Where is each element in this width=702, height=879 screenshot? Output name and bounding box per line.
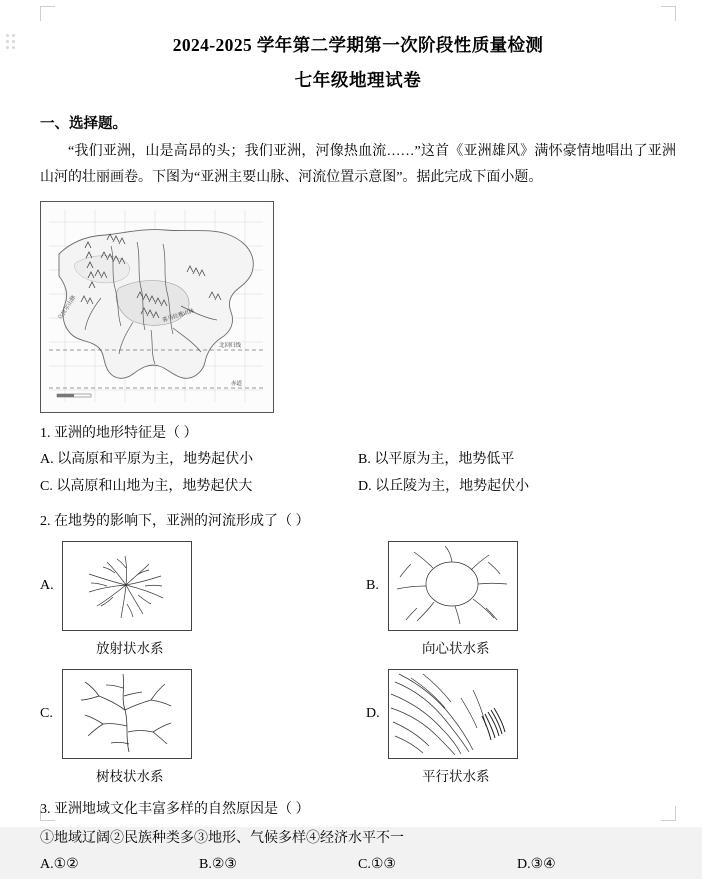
crop-mark-top-right: [661, 6, 676, 21]
question-2-number: 2.: [40, 513, 51, 529]
question-2-caption-row-1: [40, 637, 676, 657]
page-subtitle: 七年级地理试卷: [294, 70, 422, 90]
question-3-stem: 亚洲地域文化丰富多样的自然原因是（ ）: [54, 802, 310, 818]
drag-handle-icon[interactable]: [6, 34, 16, 56]
question-2-choice-row-2: [40, 669, 676, 759]
question-2-choice-a-caption: 放射状水系: [96, 641, 164, 657]
question-2-choice-a[interactable]: [40, 541, 326, 631]
question-3-option-a[interactable]: A.①②: [40, 857, 79, 873]
question-2-choice-c-caption: 树枝状水系: [96, 769, 164, 785]
question-1-options-row-1: [40, 447, 676, 474]
svg-text:北回归线: 北回归线: [219, 342, 242, 349]
question-1-options-row-2: [40, 474, 676, 501]
question-3-note: ①地域辽阔②民族种类多③地形、气候多样④经济水平不一: [40, 830, 404, 846]
parallel-drainage-figure: [388, 669, 518, 759]
asia-mountains-rivers-map: [40, 201, 274, 413]
page-title: 2024-2025 学年第二学期第一次阶段性质量检测: [172, 35, 544, 55]
question-1-option-c[interactable]: C. 以高原和山地为主，地势起伏大: [40, 478, 253, 494]
question-2-choice-row-1: [40, 541, 676, 631]
question-3-option-d[interactable]: D.③④: [517, 857, 556, 873]
question-3-number: 3.: [40, 802, 51, 818]
question-3-option-b[interactable]: B.②③: [199, 857, 237, 873]
question-2-choice-c[interactable]: [40, 669, 326, 759]
question-2-choice-a-letter: A.: [40, 578, 54, 594]
question-2-choice-b-caption: 向心状水系: [422, 641, 490, 657]
question-1: [40, 421, 676, 448]
question-1-number: 1.: [40, 425, 51, 441]
svg-text:喜马拉雅山脉: 喜马拉雅山脉: [161, 307, 196, 324]
question-3-options-row: [40, 852, 676, 879]
question-1-option-a[interactable]: A. 以高原和平原为主，地势起伏小: [40, 452, 254, 468]
dendritic-drainage-figure: [62, 669, 192, 759]
svg-text:赤道: 赤道: [231, 380, 243, 387]
document-content: [40, 26, 676, 879]
question-2-choice-d-caption: 平行状水系: [422, 769, 490, 785]
question-2-stem: 在地势的影响下，亚洲的河流形成了（ ）: [54, 513, 310, 529]
centripetal-drainage-figure: [388, 541, 518, 631]
question-3-option-c[interactable]: C.①③: [358, 857, 396, 873]
question-2-choice-d-letter: D.: [366, 706, 380, 722]
svg-text:乌拉尔山脉: 乌拉尔山脉: [57, 294, 78, 321]
question-2-caption-row-2: [40, 765, 676, 785]
question-3: [40, 797, 676, 824]
question-2: [40, 509, 676, 536]
radial-drainage-figure: [62, 541, 192, 631]
question-2-choice-b[interactable]: [366, 541, 652, 631]
section-heading: 一、选择题。: [40, 116, 127, 132]
crop-mark-top-left: [40, 6, 55, 21]
question-2-choice-c-letter: C.: [40, 706, 53, 722]
question-2-choice-d[interactable]: [366, 669, 652, 759]
intro-paragraph: “我们亚洲，山是高昂的头；我们亚洲，河像热血流……”这首《亚洲雄风》满怀豪情地唱出了亚洲山河的壮丽画卷。下图为“亚洲主要山脉、河流位置示意图”。据此完成下面小题。: [40, 144, 676, 185]
question-1-option-d[interactable]: D. 以丘陵为主，地势起伏小: [358, 478, 530, 494]
question-1-option-b[interactable]: B. 以平原为主，地势低平: [358, 452, 515, 468]
question-2-choice-b-letter: B.: [366, 578, 379, 594]
question-1-stem: 亚洲的地形特征是（ ）: [54, 425, 198, 441]
question-2-choices: [40, 541, 676, 785]
